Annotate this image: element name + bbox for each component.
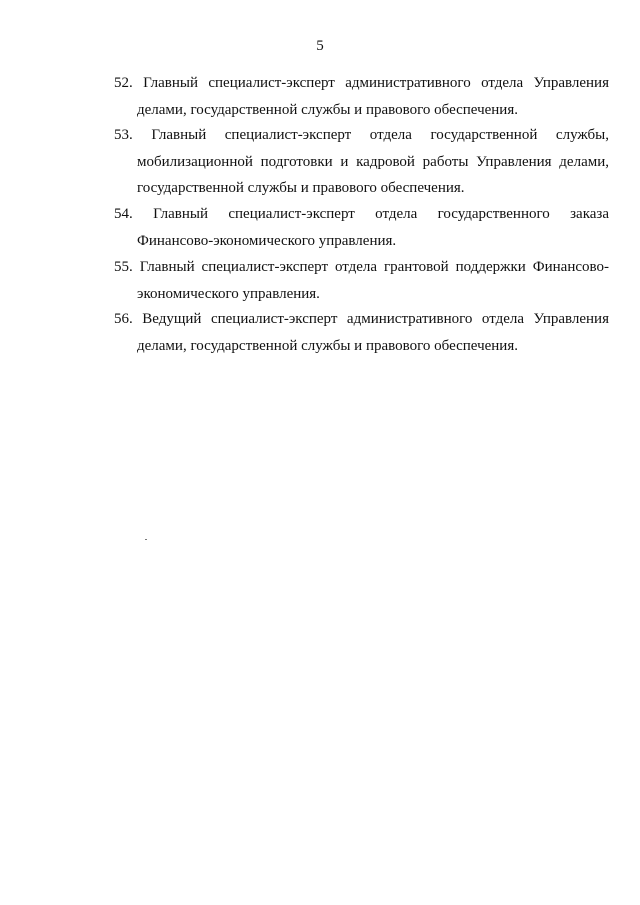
list-item-line: 54. Главный специалист-эксперт отдела государственного заказа [114,206,609,222]
list-item-line: делами, государственной службы и правового обеспечения. [137,101,518,118]
list-item-52 [114,70,609,123]
list-item-line: Финансово-экономического управления. [137,232,397,249]
list-item-line: делами, государственной службы и правового обеспечения. [137,337,518,354]
page-number: 5 [316,38,324,54]
list-item-line: экономического управления. [137,285,320,302]
list-item-53 [114,122,609,202]
scan-speck [145,539,147,540]
list-item-line: 53. Главный специалист-эксперт отдела государственной службы, [114,127,609,143]
list-item-54 [114,201,609,254]
list-item-line: 55. Главный специалист-эксперт отдела грантовой поддержки Финансово- [114,259,609,275]
list-item-56 [114,306,609,359]
list-item-line: 52. Главный специалист-эксперт административного отдела Управления [114,75,609,91]
list-item-55 [114,254,609,307]
list-item-line: 56. Ведущий специалист-эксперт административного отдела Управления [114,311,609,327]
list-item-line: государственной службы и правового обеспечения. [137,180,465,197]
list-item-line: мобилизационной подготовки и кадровой работы Управления делами, [137,153,609,170]
